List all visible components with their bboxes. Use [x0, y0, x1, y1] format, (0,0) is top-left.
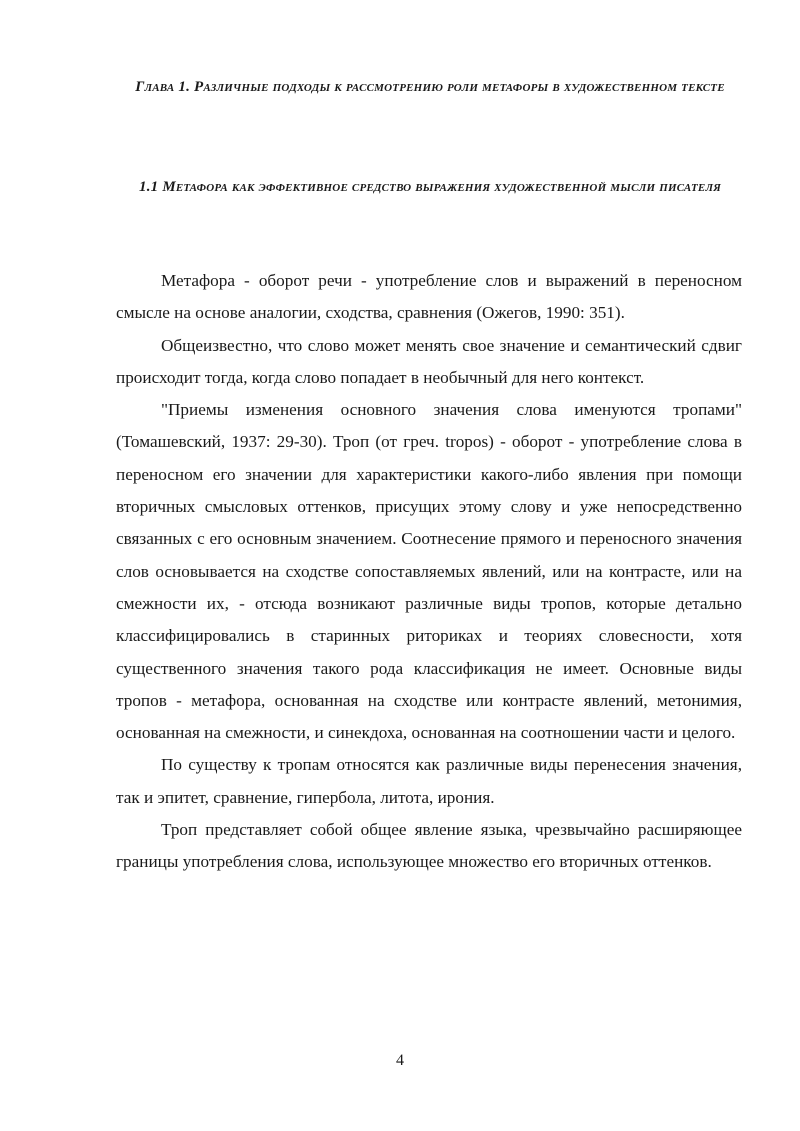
chapter-heading: Глава 1. Различные подходы к рассмотрению роли метафоры в художественном тексте: [135, 79, 725, 95]
paragraph: Общеизвестно, что слово может менять свое значение и семантический сдвиг происходит тогда, когда слово попадает в необычный для него контекст.: [116, 335, 742, 387]
page-number: 4: [396, 1052, 404, 1069]
paragraph: Метафора - оборот речи - употребление слов и выражений в переносном смысле на основе аналогии, сходства, сравнения (Ожегов, 1990: 351).: [116, 271, 742, 323]
paragraph: По существу к тропам относятся как различные виды перенесения значения, так и эпитет, сравнение, гипербола, литота, ирония.: [116, 755, 742, 807]
paragraph: Троп представляет собой общее явление языка, чрезвычайно расширяющее границы употребления слова, использующее множество его вторичных оттенков.: [116, 820, 742, 872]
paragraph: "Приемы изменения основного значения слова именуются тропами" (Томашевский, 1937: 29-30). Троп (от греч. tropos) - оборот - употребление слова в переносном его значении для характеристики какого-либо явления при помощи вторичных смысловых оттенков, присущих этому слову и уже непосредственно связанных с его основным значением. Соотнесение прямого и переносного значения слов основывается на сходстве сопоставляемых явлений, или на контрасте, или на смежности их, - отсюда возникают различные виды тропов, которые детально классифицировались в старинных риториках и теориях словесности, хотя существенного значения такого рода классификация не имеет. Основные виды тропов - метафора, основанная на сходстве или контрасте явлений, метонимия, основанная на смежности, и синекдоха, основанная на соотношении части и целого.: [116, 400, 742, 743]
section-heading: 1.1 Метафора как эффективное средство выражения художественной мысли писателя: [139, 179, 721, 195]
body-text: [116, 265, 742, 879]
